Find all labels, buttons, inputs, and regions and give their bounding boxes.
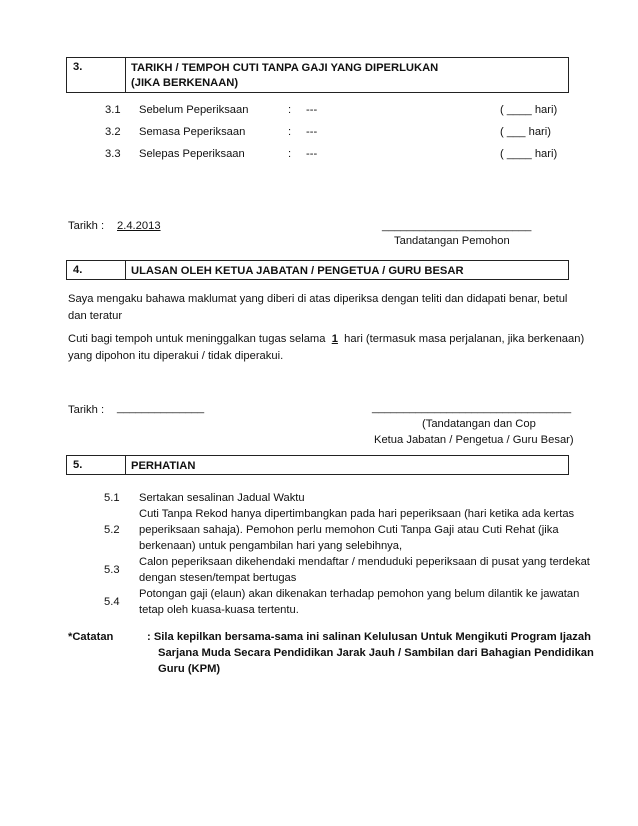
section4-signature-caption2: Ketua Jabatan / Pengetua / Guru Besar) [374, 434, 574, 446]
section3-date-value: 2.4.2013 [117, 220, 161, 232]
row-days: ( ___ hari) [500, 126, 551, 138]
section4-declaration [68, 291, 567, 325]
section4-title: ULASAN OLEH KETUA JABATAN / PENGETUA / GURU BESAR [131, 265, 464, 277]
section4-signature-line: ________________________________ [372, 402, 572, 414]
item-number: 5.4 [104, 596, 120, 608]
section4-number: 4. [73, 264, 83, 276]
row-number: 3.2 [105, 126, 121, 138]
section3-title-line2: (JIKA BERKENAAN) [131, 77, 239, 89]
section3-date-label: Tarikh : [68, 220, 105, 232]
item-text-line: Sertakan sesalinan Jadual Waktu [139, 492, 305, 504]
leave-statement-post: hari (termasuk masa perjalanan, jika berkenaan) [344, 333, 585, 345]
section4-header [66, 260, 569, 280]
section4-signature-caption1: (Tandatangan dan Cop [422, 418, 536, 430]
row-number: 3.1 [105, 104, 121, 116]
section4-date-label: Tarikh : [68, 404, 105, 416]
section3-header [66, 57, 569, 93]
note-line1: : Sila kepilkan bersama-sama ini salinan Kelulusan Untuk Mengikuti Program Ijazah [147, 631, 591, 643]
section4-leave-statement [68, 331, 584, 365]
item-text-line: berkenaan) untuk pengambilan hari yang selebihnya, [139, 540, 403, 552]
section4-date-line: ______________ [117, 402, 205, 414]
item-number: 5.1 [104, 492, 120, 504]
item-text-line: tetap oleh kuasa-kuasa tertentu. [139, 604, 299, 616]
row-number: 3.3 [105, 148, 121, 160]
row-days: ( ____ hari) [500, 104, 558, 116]
row-colon: : [288, 148, 292, 160]
item-text-line: Calon peperiksaan dikehendaki mendaftar / menduduki peperiksaan di pusat yang terdekat [139, 556, 590, 568]
section3-number: 3. [73, 61, 83, 73]
note-line2: Sarjana Muda Secara Pendidikan Jarak Jauh / Sambilan dari Bahagian Pendidikan [158, 647, 594, 659]
leave-days-value: 1 [331, 333, 338, 345]
row-label: Semasa Peperiksaan [139, 126, 246, 138]
item-text-line: dengan stesen/tempat bertugas [139, 572, 297, 584]
note-label: *Catatan [68, 631, 114, 643]
section5-header [66, 455, 569, 475]
section5-number: 5. [73, 459, 83, 471]
row-days: ( ____ hari) [500, 148, 558, 160]
item-text-line: Potongan gaji (elaun) akan dikenakan terhadap pemohon yang belum dilantik ke jawatan [139, 588, 580, 600]
declaration-line1: Saya mengaku bahawa maklumat yang diberi di atas diperiksa dengan teliti dan didapati benar, betul [68, 293, 568, 305]
section3-signature-caption: Tandatangan Pemohon [394, 235, 510, 247]
row-value: --- [306, 148, 318, 160]
row-label: Selepas Peperiksaan [139, 148, 245, 160]
leave-statement-pre: Cuti bagi tempoh untuk meninggalkan tugas selama [68, 333, 326, 345]
item-number: 5.2 [104, 524, 120, 536]
section3-title [131, 61, 438, 91]
section3-signature-line: ________________________ [382, 220, 532, 232]
item-text-line: Cuti Tanpa Rekod hanya dipertimbangkan pada hari peperiksaan (hari ketika ada kertas [139, 508, 575, 520]
section3-title-line1: TARIKH / TEMPOH CUTI TANPA GAJI YANG DIPERLUKAN [131, 62, 439, 74]
row-colon: : [288, 104, 292, 116]
row-value: --- [306, 104, 318, 116]
row-label: Sebelum Peperiksaan [139, 104, 249, 116]
leave-statement-line2: yang dipohon itu diperakui / tidak diperakui. [68, 350, 284, 362]
row-colon: : [288, 126, 292, 138]
item-text-line: peperiksaan sahaja). Pemohon perlu memohon Cuti Tanpa Gaji atau Cuti Rehat (jika [139, 524, 559, 536]
section5-title: PERHATIAN [131, 460, 196, 472]
item-number: 5.3 [104, 564, 120, 576]
row-value: --- [306, 126, 318, 138]
declaration-line2: dan teratur [68, 310, 123, 322]
note-line3: Guru (KPM) [158, 663, 221, 675]
